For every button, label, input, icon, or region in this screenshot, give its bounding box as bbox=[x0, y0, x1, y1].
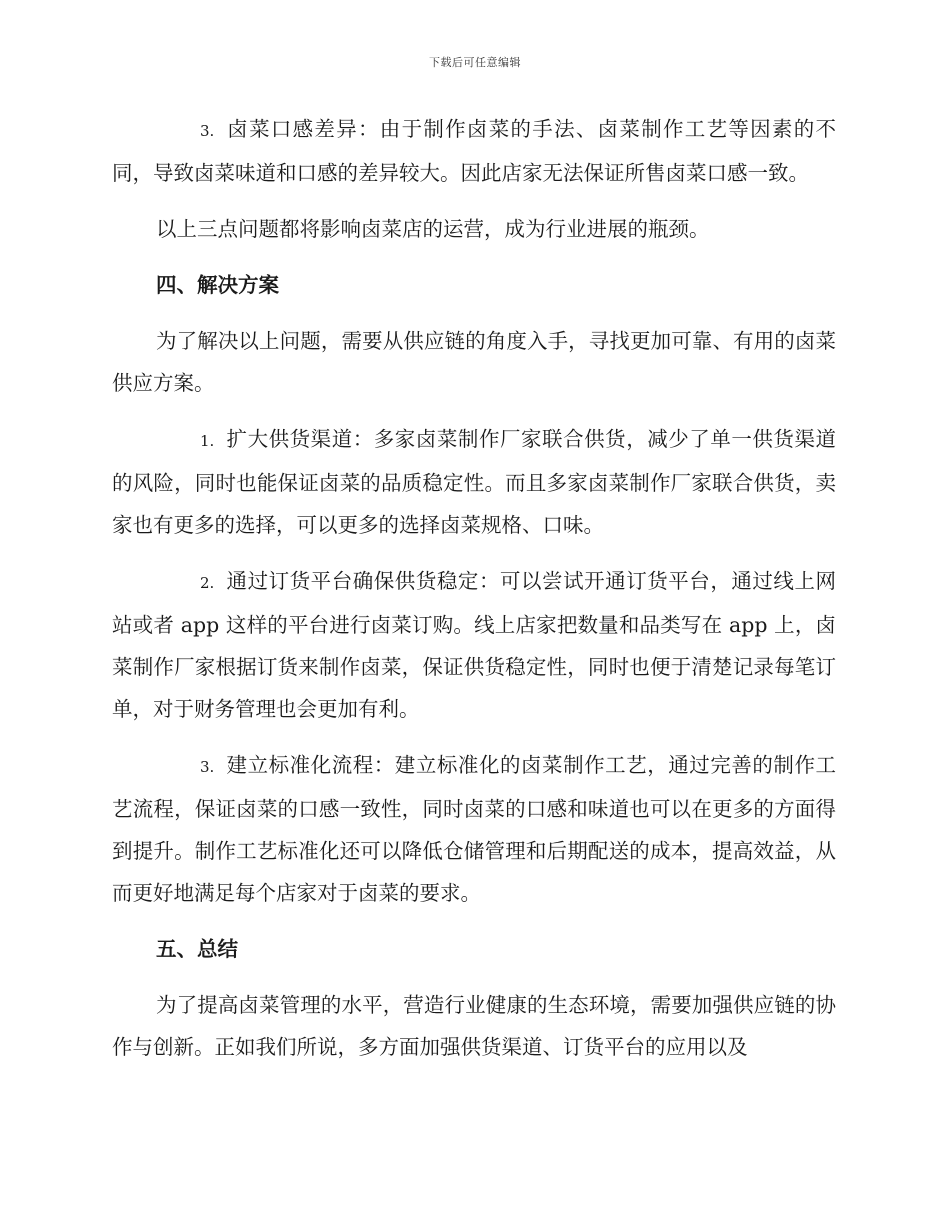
list-number: 2. bbox=[200, 574, 215, 592]
list-number: 3. bbox=[200, 758, 215, 776]
list-item bbox=[112, 108, 836, 194]
page-header: 下载后可任意编辑 bbox=[429, 56, 521, 69]
section-heading: 五、总结 bbox=[156, 937, 238, 961]
list-number: 1. bbox=[200, 432, 215, 450]
list-item bbox=[112, 744, 836, 914]
paragraph: 为了提高卤菜管理的水平，营造行业健康的生态环境，需要加强供应链的协作与创新。正如我们所说，多方面加强供货渠道、订货平台的应用以及 bbox=[112, 993, 836, 1059]
list-item-text: 扩大供货渠道：多家卤菜制作厂家联合供货，减少了单一供货渠道的风险，同时也能保证卤菜的品质稳定性。而且多家卤菜制作厂家联合供货，卖家也有更多的选择，可以更多的选择卤菜规格、口味。 bbox=[112, 427, 836, 537]
section-heading: 四、解决方案 bbox=[156, 273, 279, 297]
list-item-text: 通过订货平台确保供货稳定：可以尝试开通订货平台，通过线上网站或者 app 这样的平台进行卤菜订购。线上店家把数量和品类写在 app 上，卤菜制作厂家根据订货来制作卤菜，保证供货稳定性，同时也便于清楚记录每笔订单，对于财务管理也会更加有利。 bbox=[112, 569, 836, 721]
list-item-text: 卤菜口感差异：由于制作卤菜的手法、卤菜制作工艺等因素的不同，导致卤菜味道和口感的差异较大。因此店家无法保证所售卤菜口感一致。 bbox=[112, 117, 836, 185]
list-item bbox=[112, 418, 836, 546]
list-item bbox=[112, 560, 836, 730]
list-item-text: 建立标准化流程：建立标准化的卤菜制作工艺，通过完善的制作工艺流程，保证卤菜的口感一致性，同时卤菜的口感和味道也可以在更多的方面得到提升。制作工艺标准化还可以降低仓储管理和后期配送的成本，提高效益，从而更好地满足每个店家对于卤菜的要求。 bbox=[112, 753, 836, 905]
paragraph: 为了解决以上问题，需要从供应链的角度入手，寻找更加可靠、有用的卤菜供应方案。 bbox=[112, 329, 836, 395]
document-body bbox=[112, 108, 836, 1082]
list-number: 3. bbox=[200, 122, 215, 140]
paragraph: 以上三点问题都将影响卤菜店的运营，成为行业进展的瓶颈。 bbox=[156, 217, 710, 241]
